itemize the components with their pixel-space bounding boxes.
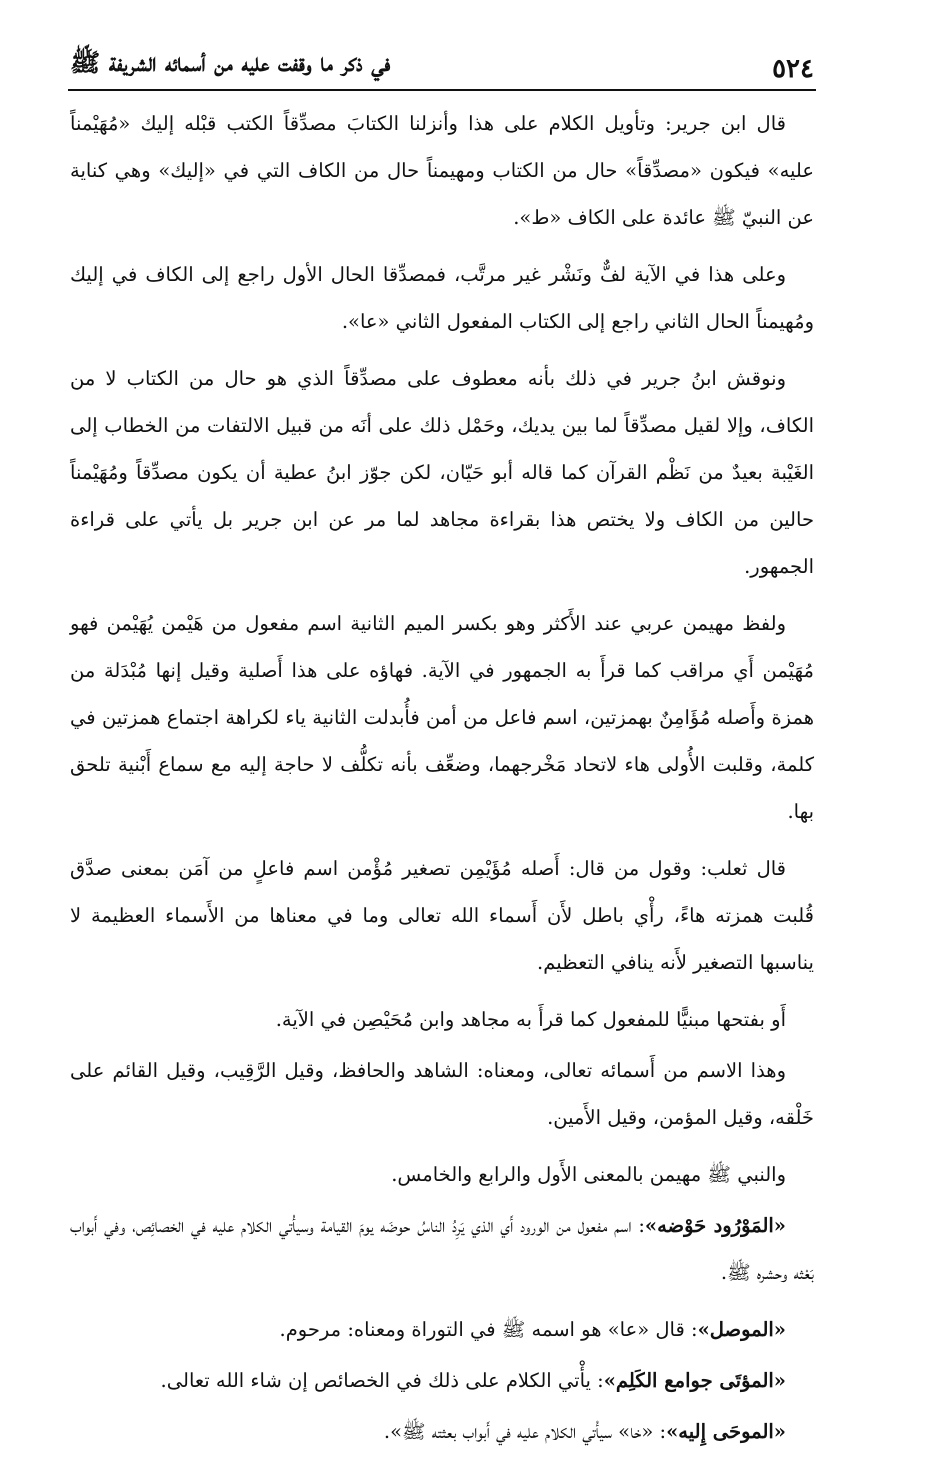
name-entry: [70, 1306, 814, 1353]
running-title: في ذكر ما وقفت عليه من أسمائه الشريفة ﷺ: [70, 48, 391, 77]
paragraph: أَو بفتحها مبنيًّا للمفعول كما قرأَ به مجاهد وابن مُحَيْصِن في الآية.: [275, 1008, 786, 1031]
entry-body: : «خا» سيأْتي الكلام عليه في أَبواب بعثته ﷺ».: [383, 1420, 667, 1443]
page-number: ٥٢٤: [772, 54, 814, 84]
paragraph: قال ابن جرير: وتأويل الكلام على هذا وأنزلنا الكتابَ مصدِّقاً الكتب قبْله إليك «مُهَيْمناً عليه» فيكون «مصدِّقاً» حال من الكتاب ومهيمناً حال من الكاف التي في «إليك» وهي كناية عن النبيّ ﷺ عائدة على الكاف «ط».: [70, 112, 814, 229]
entry-body: : اسم مفعول من الورود أَي الذي يَرِدُ الناسُ حوضَه يومَ القيامة وسيأْتي الكلام عليه في الخصائِص، وفي أَبواب بَعْثه وحشره ﷺ.: [70, 1214, 814, 1284]
paragraph: والنبي ﷺ مهيمن بالمعنى الأَول والرابع والخامس.: [391, 1163, 786, 1186]
name-entry: [70, 1408, 814, 1455]
paragraph: ولفظ مهيمن عربي عند الأَكثر وهو بكسر الميم الثانية اسم مفعول من هَيْمن يُهَيْمن فهو مُهَيْمن أَي مراقب كما قرأَ به الجمهور في الآية. فهاؤه على هذا أَصلية وقيل إنها مُبْدَلة من همزة وأَصله مُؤَامِنٌ بهمزتين، اسم فاعل من أمن فأُبدلت الثانية ياء لكراهة اجتماع همزتين في كلمة، وقلبت الأُولى هاء لاتحاد مَخْرجهما، وضعِّف بأنه تكلُّف لا حاجة إليه مع سماع أَبْنية تلحق بها.: [70, 612, 814, 823]
name-entry: [70, 1357, 814, 1404]
header-divider: [68, 89, 816, 91]
paragraph: وعلى هذا في الآية لفٌّ ونَشْر غير مرتَّب، فمصدِّقا الحال الأول راجع إلى الكاف في إليك ومُهيمناً الحال الثاني راجع إلى الكتاب المفعول الثاني «عا».: [70, 263, 814, 333]
entry-term: «الموصل»: [697, 1318, 786, 1341]
entry-term: «الموحَى إِليه»: [666, 1420, 786, 1443]
paragraph: ونوقش ابنُ جرير في ذلك بأنه معطوف على مصدِّقاً الذي هو حال من الكتاب لا من الكاف، وإلا لقيل مصدِّقاً لما بين يديك، وحَمْل ذلك على أنَه من قبيل الالتفات من الخطاب إلى الغَيْبة بعيدٌ من نَظْم القرآن كما قاله أبو حَيّان، لكن جوّز ابنُ عطية أن يكون مصدِّقاً ومُهَيْمناً حالين من الكاف ولا يختص هذا بقراءة مجاهد لما مر عن ابن جرير بل يأتي على قراءة الجمهور.: [70, 367, 814, 578]
page-header: [70, 40, 814, 84]
entry-term: «المؤتَى جوامع الكَلِم»: [603, 1369, 786, 1392]
entry-body: : يأْتي الكلام على ذلك في الخصائص إن شاء الله تعالى.: [160, 1369, 604, 1392]
entry-term: «المَوْرُود حَوْضه»: [644, 1214, 786, 1237]
entry-body: : قال «عا» هو اسمه ﷺ في التوراة ومعناه: مرحوم.: [279, 1318, 698, 1341]
paragraph: وهذا الاسم من أَسمائه تعالى، ومعناه: الشاهد والحافظ، وقيل الرَّقِيب، وقيل القائم على خَلْقه، وقيل المؤمن، وقيل الأَمين.: [70, 1059, 814, 1129]
main-text: [70, 100, 814, 1459]
name-entry: [70, 1202, 814, 1296]
paragraph: قال ثعلب: وقول من قال: أَصله مُؤَيْمِن تصغير مُؤْمن اسم فاعلٍ من آمَن بمعنى صدَّق قُلبت همزته هاءً، رأْي باطل لأَن أَسماء الله تعالى وما في معناها من الأَسماء العظيمة لا يناسبها التصغير لأَنه ينافي التعظيم.: [70, 857, 814, 974]
